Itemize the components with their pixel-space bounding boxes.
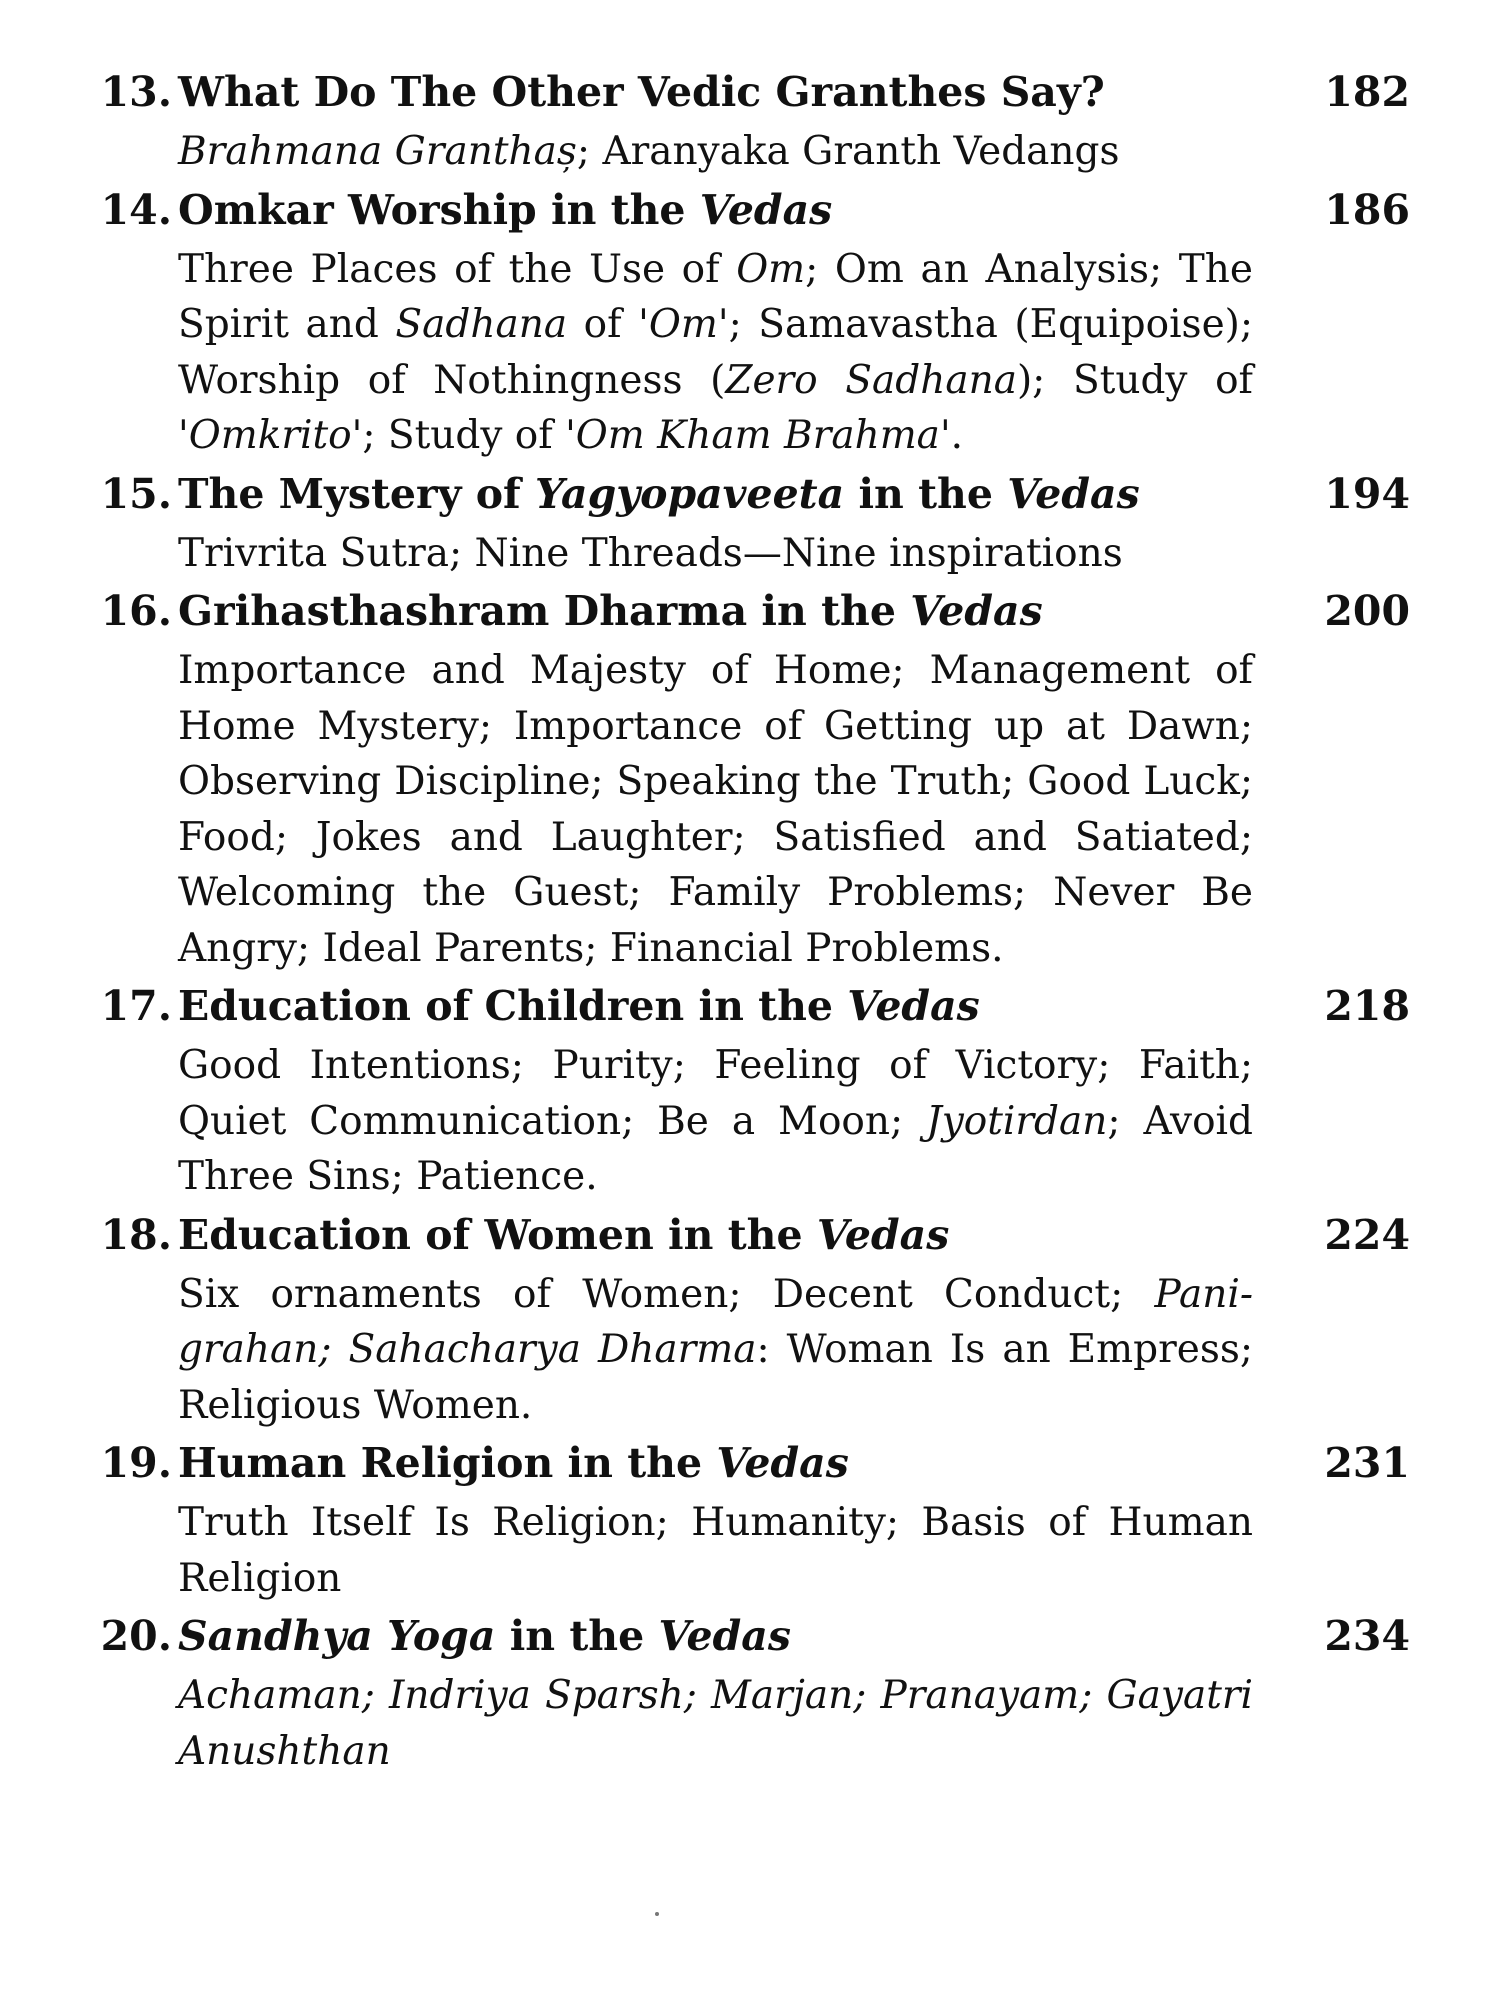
chapter-topics-segment: Om Kham Brahma	[575, 413, 940, 458]
chapter-number: 20.	[100, 1612, 172, 1660]
chapter-title	[172, 1439, 1258, 1487]
chapter-title-segment: What Do The Other Vedic Granthes Say?	[178, 68, 1105, 116]
chapter-topics	[178, 1038, 1253, 1205]
chapter-number: 17.	[100, 982, 172, 1030]
toc-entry-heading	[88, 68, 1418, 124]
toc-entry	[88, 982, 1418, 1205]
chapter-number: 19.	[100, 1439, 172, 1487]
chapter-topics-segment: Trivrita Sutra; Nine Threads—Nine inspirations	[178, 530, 1123, 576]
chapter-title-segment: The Mystery of	[178, 469, 535, 518]
chapter-topics-segment: Truth Itself Is Religion; Humanity; Basis of Human Religion	[178, 1500, 1253, 1601]
chapter-title-segment: in the	[495, 1612, 659, 1660]
chapter-title-segment: Vedas	[716, 1439, 849, 1487]
chapter-topics	[178, 643, 1253, 976]
chapter-title-segment: Education of Children in the	[178, 982, 848, 1030]
chapter-title-segment: Vedas	[847, 982, 980, 1030]
chapter-topics-segment: Six ornaments of Women; Decent Conduct;	[178, 1271, 1155, 1317]
chapter-title	[172, 1612, 1258, 1660]
toc-entry	[88, 68, 1418, 180]
chapter-topics	[178, 242, 1253, 464]
chapter-title	[172, 982, 1258, 1030]
chapter-title-segment: Yagyopaveeta	[534, 469, 845, 518]
page-number: 234	[1324, 1612, 1410, 1660]
chapter-topics-segment: Brahmana Granthaș	[178, 129, 577, 174]
chapter-title	[172, 470, 1258, 518]
chapter-title-segment: Vedas	[910, 587, 1043, 635]
toc-entry-heading	[88, 1612, 1418, 1668]
chapter-topics-segment: ); Study of '	[178, 357, 1253, 458]
print-speck	[655, 1912, 659, 1916]
toc-entry-heading	[88, 587, 1418, 643]
chapter-topics-segment: : Woman Is an Empress; Religious Women.	[178, 1327, 1253, 1428]
chapter-title-segment: in the	[844, 469, 1008, 518]
chapter-topics-segment: ; Aranyaka Granth Vedangs	[576, 129, 1120, 174]
toc-entry	[88, 470, 1418, 582]
toc-entry-heading	[88, 186, 1418, 242]
chapter-topics-segment: Jyotirdan	[926, 1098, 1108, 1144]
page-number: 231	[1324, 1439, 1410, 1487]
toc-entry	[88, 1439, 1418, 1606]
page-number: 200	[1324, 587, 1410, 635]
chapter-topics-segment: Sadhana	[395, 302, 568, 347]
chapter-topics	[178, 1668, 1253, 1779]
chapter-topics-segment: ; Avoid Three Sins; Patience.	[178, 1098, 1253, 1199]
chapter-title	[172, 68, 1258, 116]
chapter-title-segment: Vedas	[658, 1612, 791, 1660]
chapter-topics-segment: Zero Sadhana	[725, 357, 1017, 403]
chapter-topics-segment: Three Places of the Use of	[178, 246, 737, 292]
page-number: 224	[1324, 1210, 1410, 1259]
chapter-title-segment: Vedas	[1007, 469, 1140, 518]
chapter-topics	[178, 1267, 1253, 1434]
chapter-number: 15.	[100, 469, 172, 518]
toc-entry	[88, 587, 1418, 976]
chapter-topics-segment: Achaman; Indriya Sparsh; Marjan; Pranayam; Gayatri Anushthan	[178, 1673, 1253, 1774]
chapter-topics-segment: of '	[567, 302, 649, 347]
chapter-topics	[178, 526, 1253, 582]
page-number: 186	[1324, 185, 1410, 234]
chapter-topics	[178, 1495, 1253, 1606]
toc-entry	[88, 1612, 1418, 1779]
chapter-title-segment: Sandhya Yoga	[178, 1612, 496, 1660]
chapter-title-segment: Grihasthashram Dharma in the	[178, 587, 911, 635]
toc-entry	[88, 186, 1418, 464]
chapter-topics-segment: ; Om an Analysis; The Spirit and	[178, 246, 1253, 347]
page-number: 194	[1324, 469, 1410, 518]
table-of-contents	[88, 68, 1418, 1785]
chapter-number: 14.	[100, 185, 172, 234]
chapter-topics-segment: Omkrito	[188, 413, 352, 458]
toc-entry-heading	[88, 982, 1418, 1038]
toc-entry	[88, 1211, 1418, 1434]
chapter-topics-segment: Om	[648, 302, 718, 347]
chapter-title	[172, 587, 1258, 635]
chapter-title-segment: Human Religion in the	[178, 1439, 717, 1487]
chapter-title-segment: Vedas	[699, 185, 833, 234]
chapter-topics-segment: '.	[939, 413, 964, 458]
toc-entry-heading	[88, 1211, 1418, 1267]
chapter-topics-segment: Good Intentions; Purity; Feeling of Victory; Faith; Quiet Communication; Be a Moon;	[178, 1043, 1253, 1144]
page-number: 218	[1324, 982, 1410, 1030]
chapter-topics-segment: Pani-grahan; Sahacharya Dharma	[178, 1271, 1253, 1372]
chapter-title-segment: Education of Women in the	[178, 1210, 817, 1259]
chapter-topics-segment: Importance and Majesty of Home; Management of Home Mystery; Importance of Getting up at Dawn; Observing Discipline; Speaking the Truth; Good Luck; Food; Jokes and Laughter; Satisfied and Satiated; Welcoming the Guest; Family Problems; Never Be Angry; Ideal Parents; Financial Problems.	[178, 648, 1253, 971]
chapter-title	[172, 1211, 1258, 1259]
chapter-number: 13.	[100, 68, 172, 116]
chapter-title-segment: Vedas	[816, 1210, 950, 1259]
chapter-number: 16.	[100, 587, 172, 635]
chapter-topics-segment: '; Study of '	[351, 413, 576, 458]
toc-entry-heading	[88, 1439, 1418, 1495]
chapter-topics	[178, 124, 1253, 180]
chapter-number: 18.	[100, 1210, 172, 1259]
toc-entry-heading	[88, 470, 1418, 526]
chapter-topics-segment: Om	[736, 246, 806, 292]
page-number: 182	[1324, 68, 1410, 116]
chapter-topics-segment: '; Samavastha (Equipoise); Worship of Nothingness (	[178, 302, 1254, 403]
chapter-title-segment: Omkar Worship in the	[178, 185, 700, 234]
chapter-title	[172, 186, 1258, 234]
